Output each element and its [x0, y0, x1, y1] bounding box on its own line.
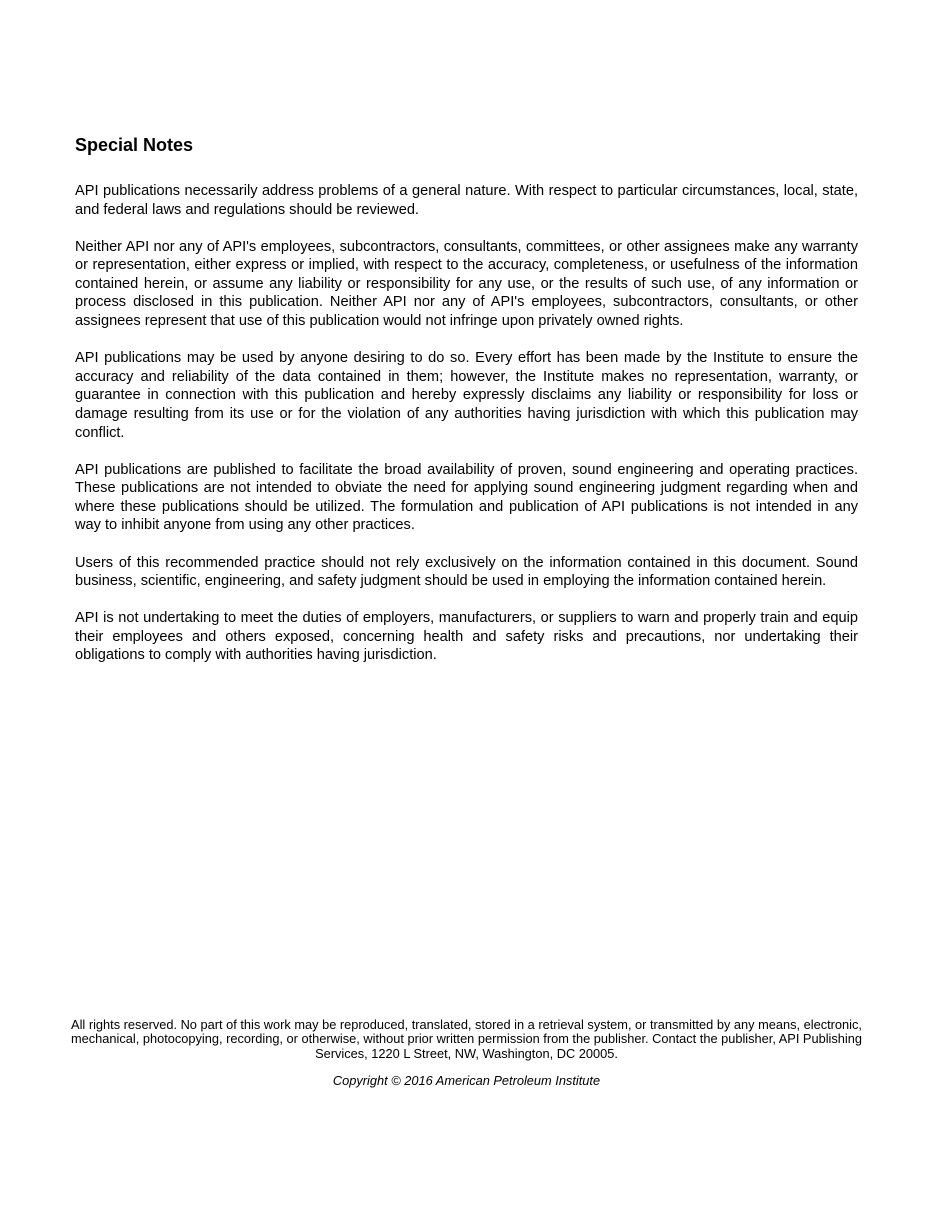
paragraph-no-warranty: Neither API nor any of API's employees, subcontractors, consultants, committees, or other assignees make any warranty or representation, either express or implied, with respect to the accuracy, completeness, or usefulness of the information contained herein, or assume any liability or responsibility for any use, or the results of such use, of any information or process disclosed in this publication. Neither API nor any of API's employees, subcontractors, consultants, or other assignees represent that use of this publication would not infringe upon privately owned rights. — [75, 238, 858, 330]
paragraph-usage-disclaimer: API publications may be used by anyone desiring to do so. Every effort has been made by the Institute to ensure the accuracy and reliability of the data contained in them; however, the Institute makes no representation, warranty, or guarantee in connection with this publication and hereby expressly disclaims any liability or responsibility for loss or damage resulting from its use or for the violation of any authorities having jurisdiction with which this publication may conflict. — [75, 350, 858, 441]
copyright-notice: Copyright © 2016 American Petroleum Institute — [332, 1072, 601, 1088]
rights-notice: All rights reserved. No part of this work may be reproduced, translated, stored in a retrieval system, or transmitted by any means, electronic, mechanical, photocopying, recording, or otherwise, without prior written permission from the publisher. Contact the publisher, API Publishing Services, 1220 L Street, NW, Washington, DC 20005. — [71, 1017, 862, 1061]
body-text — [75, 182, 858, 683]
page-title: Special Notes — [75, 135, 194, 155]
paragraph-user-judgment: Users of this recommended practice should not rely exclusively on the information contained in this document. Sound business, scientific, engineering, and safety judgment should be used in employing the information contained herein. — [75, 554, 858, 590]
footer — [60, 1018, 873, 1088]
paragraph-purpose: API publications are published to facilitate the broad availability of proven, sound engineering and operating practices. These publications are not intended to obviate the need for applying sound engineering judgment regarding when and where these publications should be utilized. The formulation and publication of API publications is not intended in any way to inhibit anyone from using any other practices. — [75, 461, 858, 534]
paragraph-employer-duties: API is not undertaking to meet the duties of employers, manufacturers, or suppliers to warn and properly train and equip their employees and others exposed, concerning health and safety risks and precautions, nor undertaking their obligations to comply with authorities having jurisdiction. — [75, 610, 858, 664]
paragraph-general-nature: API publications necessarily address problems of a general nature. With respect to particular circumstances, local, state, and federal laws and regulations should be reviewed. — [75, 183, 858, 218]
